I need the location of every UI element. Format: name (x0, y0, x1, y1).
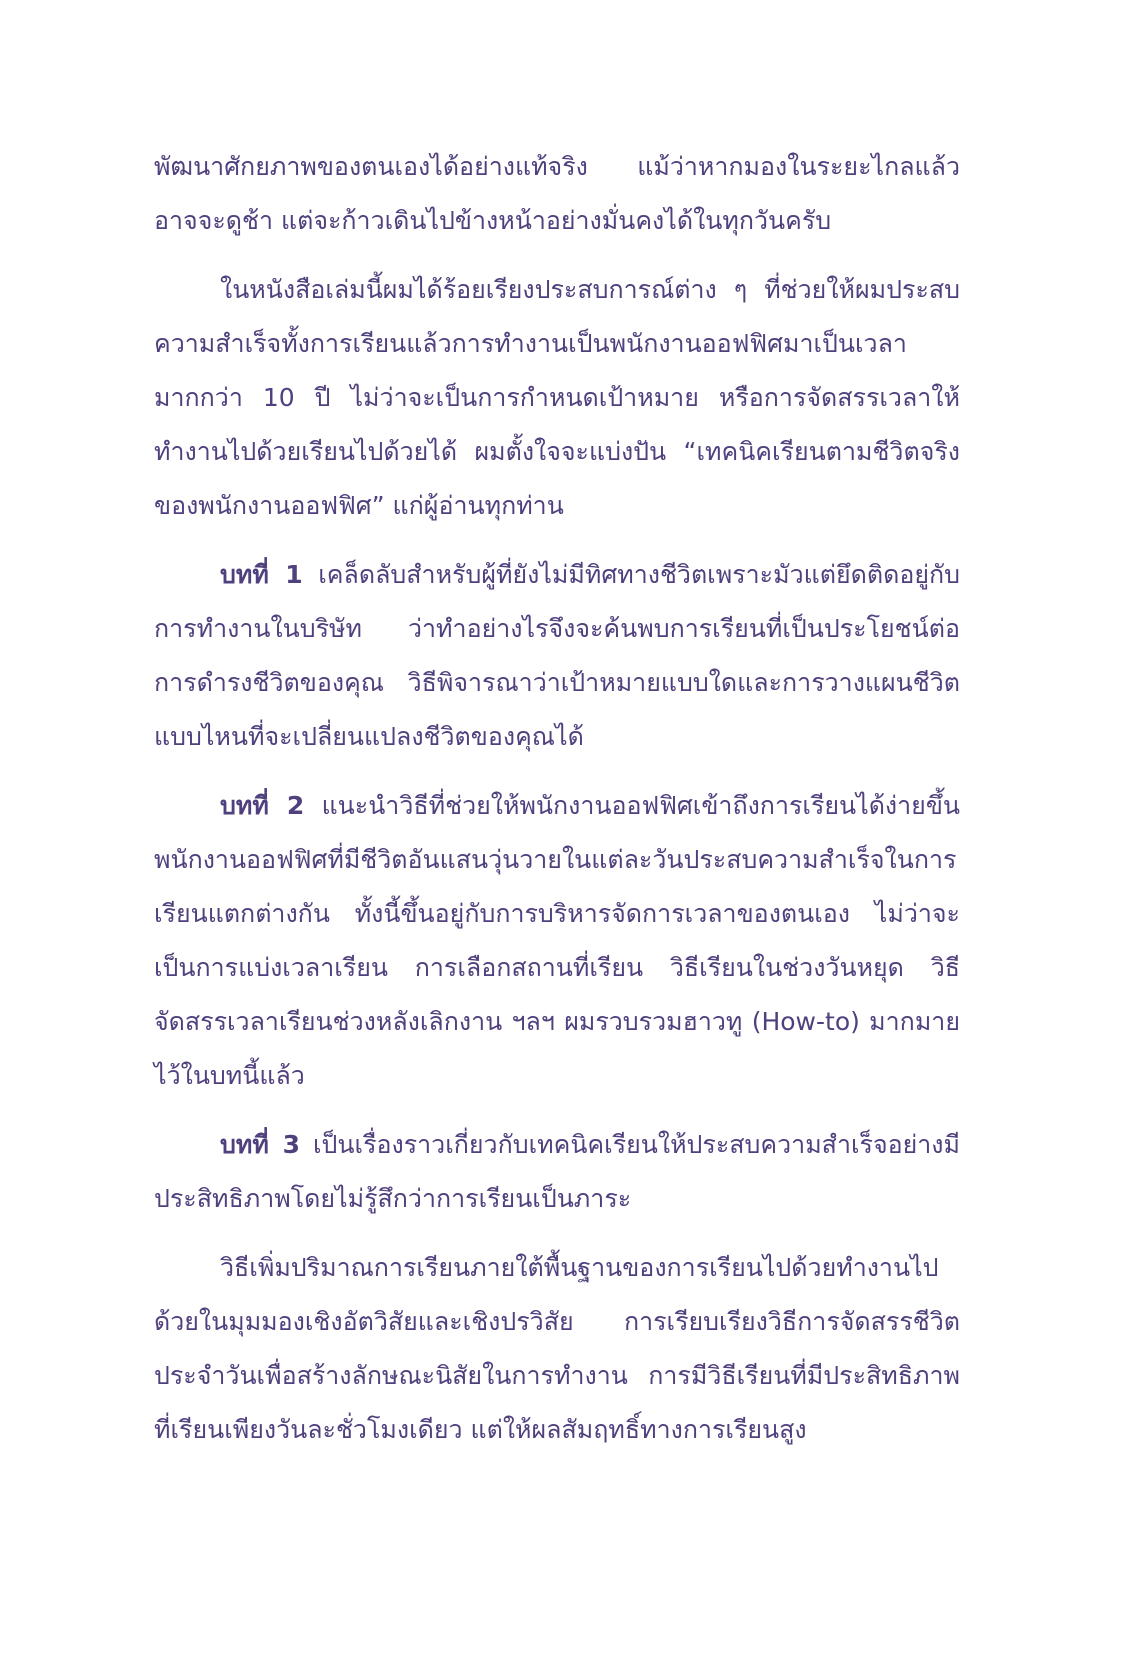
chapter-3-label: บทที่ 3 (220, 1130, 300, 1159)
chapter-1-text: เคล็ดลับสำหรับผู้ที่ยังไม่มีทิศทางชีวิตเพราะมัวแต่ยึดติดอยู่กับการทำงานในบริษัท ว่าทำอย่างไรจึงจะค้นพบการเรียนที่เป็นประโยชน์ต่อการดำรงชีวิตของคุณ วิธีพิจารณาว่าเป้าหมายแบบใดและการวางแผนชีวิตแบบไหนที่จะเปลี่ยนแปลงชีวิตของคุณได้ (154, 560, 960, 751)
paragraph-chapter-3 (154, 1118, 960, 1226)
paragraph-chapter-3-detail: วิธีเพิ่มปริมาณการเรียนภายใต้พื้นฐานของการเรียนไปด้วยทำงานไปด้วยในมุมมองเชิงอัตวิสัยและเชิงปรวิสัย การเรียบเรียงวิธีการจัดสรรชีวิตประจำวันเพื่อสร้างลักษณะนิสัยในการทำงาน การมีวิธีเรียนที่มีประสิทธิภาพที่เรียนเพียงวันละชั่วโมงเดียว แต่ให้ผลสัมฤทธิ์ทางการเรียนสูง (154, 1253, 960, 1444)
paragraph-chapter-1 (154, 548, 960, 764)
document-page (154, 140, 960, 1472)
chapter-2-label: บทที่ 2 (220, 791, 305, 820)
chapter-3-text: เป็นเรื่องราวเกี่ยวกับเทคนิคเรียนให้ประสบความสำเร็จอย่างมีประสิทธิภาพโดยไม่รู้สึกว่าการเรียนเป็นภาระ (154, 1130, 960, 1213)
chapter-2-text: แนะนำวิธีที่ช่วยให้พนักงานออฟฟิศเข้าถึงการเรียนได้ง่ายขึ้น พนักงานออฟฟิศที่มีชีวิตอันแสนวุ่นวายในแต่ละวันประสบความสำเร็จในการเรียนแตกต่างกัน ทั้งนี้ขึ้นอยู่กับการบริหารจัดการเวลาของตนเอง ไม่ว่าจะเป็นการแบ่งเวลาเรียน การเลือกสถานที่เรียน วิธีเรียนในช่วงวันหยุด วิธีจัดสรรเวลาเรียนช่วงหลังเลิกงาน ฯลฯ ผมรวบรวมฮาวทู (How-to) มากมายไว้ในบทนี้แล้ว (154, 791, 960, 1090)
paragraph-chapter-2 (154, 779, 960, 1103)
paragraph-intro-continuation: พัฒนาศักยภาพของตนเองได้อย่างแท้จริง แม้ว่าหากมองในระยะไกลแล้วอาจจะดูช้า แต่จะก้าวเดินไปข้างหน้าอย่างมั่นคงได้ในทุกวันครับ (154, 152, 960, 235)
chapter-1-label: บทที่ 1 (220, 560, 303, 589)
paragraph-book-overview: ในหนังสือเล่มนี้ผมได้ร้อยเรียงประสบการณ์ต่าง ๆ ที่ช่วยให้ผมประสบความสำเร็จทั้งการเรียนแล้วการทำงานเป็นพนักงานออฟฟิศมาเป็นเวลามากกว่า 10 ปี ไม่ว่าจะเป็นการกำหนดเป้าหมาย หรือการจัดสรรเวลาให้ทำงานไปด้วยเรียนไปด้วยได้ ผมตั้งใจจะแบ่งปัน “เทคนิคเรียนตามชีวิตจริงของพนักงานออฟฟิศ” แก่ผู้อ่านทุกท่าน (154, 275, 960, 520)
